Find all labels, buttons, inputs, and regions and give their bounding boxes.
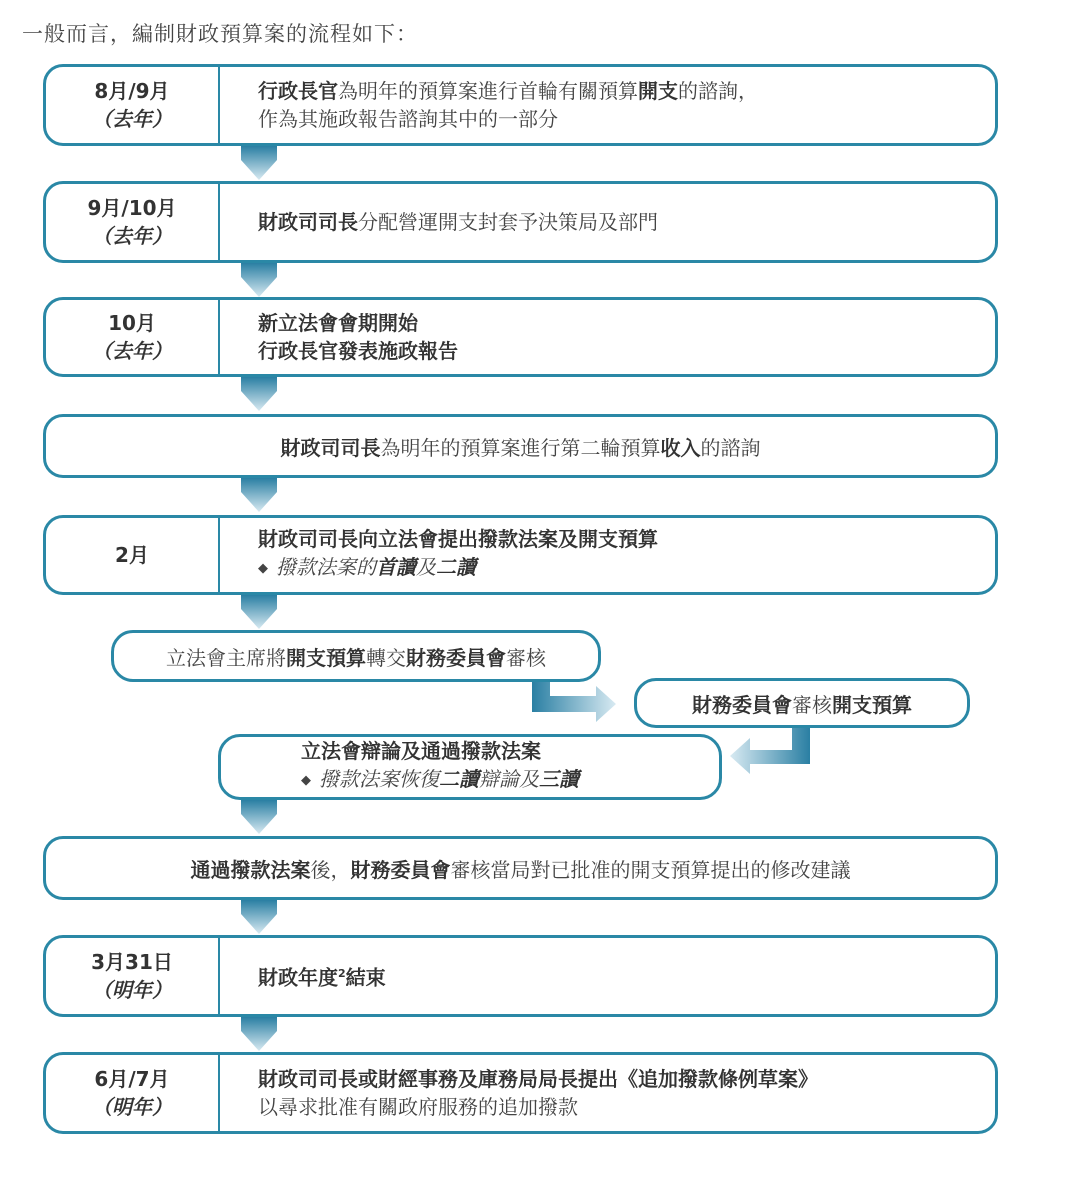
text-segment: 審核 — [506, 645, 546, 670]
text-segment: 的諮詢 — [700, 435, 761, 460]
step-date-label-1: 8月/9月 — [94, 79, 170, 103]
step-line-4a — [281, 432, 761, 461]
step-box-3 — [43, 297, 998, 377]
step-content-2 — [258, 184, 983, 260]
text-segment: 為明年的預算案進行首輪有關預算 — [338, 79, 638, 103]
flow-arrow-icon — [239, 1017, 279, 1051]
flow-arrow-icon — [239, 263, 279, 297]
text-segment: 審核 — [792, 692, 832, 717]
step-content-10 — [258, 938, 983, 1014]
step-line-1b: 作為其施政報告諮詢其中的一部分 — [258, 107, 558, 131]
step-year-label-1: （去年） — [92, 107, 172, 131]
emphasis-text: 三讀 — [539, 767, 579, 791]
step-line-10a-text: 財政年度 — [258, 965, 338, 990]
elbow-arrow-left-icon — [728, 728, 814, 776]
emphasis-text: 二讀 — [436, 555, 476, 579]
step-line-9a — [191, 854, 851, 883]
step-line-5b-text — [276, 555, 476, 579]
step-line-2a — [258, 208, 983, 236]
step-line-10a — [258, 960, 983, 992]
step-box-5 — [43, 515, 998, 595]
flow-arrow-icon — [239, 800, 279, 834]
flow-arrow-icon — [239, 478, 279, 512]
step-line-6a — [166, 642, 546, 671]
step-content-5 — [258, 518, 983, 592]
elbow-arrow-right-icon — [528, 682, 618, 724]
step-line-11b: 以尋求批准有關政府服務的追加撥款 — [258, 1095, 578, 1119]
text-segment: 後， — [310, 857, 351, 882]
flow-arrow-icon — [239, 377, 279, 411]
bullet-diamond-icon: ◆ — [258, 561, 268, 576]
emphasis-text: 開支預算 — [832, 692, 912, 717]
step-year-label-2: （去年） — [92, 224, 172, 248]
step-line-3b: 行政長官發表施政報告 — [258, 339, 458, 363]
step-box-6 — [111, 630, 601, 682]
footnote-marker: 2 — [338, 967, 346, 981]
step-line-3a: 新立法會會期開始 — [258, 311, 418, 335]
step-date-1 — [46, 67, 220, 143]
step-date-label-11: 6月/7月 — [94, 1067, 170, 1091]
text-segment: 撥款法案的 — [276, 555, 376, 579]
step-box-4 — [43, 414, 998, 478]
emphasis-text: 通過撥款法案 — [190, 857, 311, 882]
step-content-11 — [258, 1055, 983, 1131]
step-line-5b — [258, 553, 983, 585]
flow-arrow-icon — [239, 146, 279, 180]
emphasis-text: 開支預算 — [286, 645, 366, 670]
step-line-10a-end: 結束 — [345, 965, 386, 990]
text-segment: 的諮詢， — [678, 79, 758, 103]
text-segment: 辯論及 — [479, 767, 539, 791]
flow-arrow-icon — [239, 900, 279, 934]
flow-arrow-icon — [239, 595, 279, 629]
step-content-1 — [258, 67, 983, 143]
step-box-2 — [43, 181, 998, 263]
emphasis-text: 財政司司長 — [258, 210, 358, 234]
intro-text: 一般而言，編制財政預算案的流程如下： — [22, 22, 418, 46]
emphasis-text: 收入 — [660, 435, 701, 460]
bullet-diamond-icon: ◆ — [301, 773, 311, 788]
step-year-label-10: （明年） — [92, 978, 172, 1002]
step-box-9 — [43, 836, 998, 900]
step-box-1 — [43, 64, 998, 146]
step-date-11 — [46, 1055, 220, 1131]
step-date-label-5: 2月 — [115, 543, 149, 567]
step-box-7 — [634, 678, 970, 728]
text-segment: 審核當局對已批准的開支預算提出的修改建議 — [450, 857, 851, 882]
step-box-11 — [43, 1052, 998, 1134]
step-date-label-2: 9月/10月 — [87, 196, 177, 220]
text-segment: 分配營運開支封套予決策局及部門 — [358, 210, 658, 234]
step-date-label-10: 3月31日 — [91, 950, 173, 974]
step-box-10 — [43, 935, 998, 1017]
step-content-4 — [46, 417, 995, 475]
step-date-3 — [46, 300, 220, 374]
step-content-7 — [637, 681, 967, 725]
step-line-8a: 立法會辯論及通過撥款法案 — [301, 739, 541, 763]
step-content-3 — [258, 300, 983, 374]
step-date-5 — [46, 518, 220, 592]
emphasis-text: 行政長官 — [258, 79, 338, 103]
step-content-9 — [46, 839, 995, 897]
step-box-8 — [218, 734, 722, 800]
step-year-label-11: （明年） — [92, 1095, 172, 1119]
emphasis-text: 首讀 — [376, 555, 416, 579]
text-segment: 撥款法案恢復 — [319, 767, 439, 791]
emphasis-text: 財務委員會 — [692, 692, 792, 717]
emphasis-text: 財務委員會 — [350, 857, 451, 882]
text-segment: 轉交 — [366, 645, 406, 670]
step-line-8b-text — [319, 767, 579, 791]
text-segment: 為明年的預算案進行第二輪預算 — [380, 435, 661, 460]
step-content-8 — [301, 737, 711, 797]
emphasis-text: 二讀 — [439, 767, 479, 791]
step-line-11a: 財政司司長或財經事務及庫務局局長提出《追加撥款條例草案》 — [258, 1067, 818, 1091]
step-date-label-3: 10月 — [108, 311, 156, 335]
step-line-7a — [692, 689, 912, 718]
step-content-6 — [114, 633, 598, 679]
step-date-2 — [46, 184, 220, 260]
emphasis-text: 財政司司長 — [280, 435, 381, 460]
step-line-1a — [258, 77, 983, 105]
step-year-label-3: （去年） — [92, 339, 172, 363]
text-segment: 及 — [416, 555, 436, 579]
step-date-10 — [46, 938, 220, 1014]
step-line-5a: 財政司司長向立法會提出撥款法案及開支預算 — [258, 527, 658, 551]
emphasis-text: 財務委員會 — [406, 645, 506, 670]
step-line-8b — [301, 765, 711, 797]
text-segment: 立法會主席將 — [166, 645, 286, 670]
emphasis-text: 開支 — [638, 79, 678, 103]
